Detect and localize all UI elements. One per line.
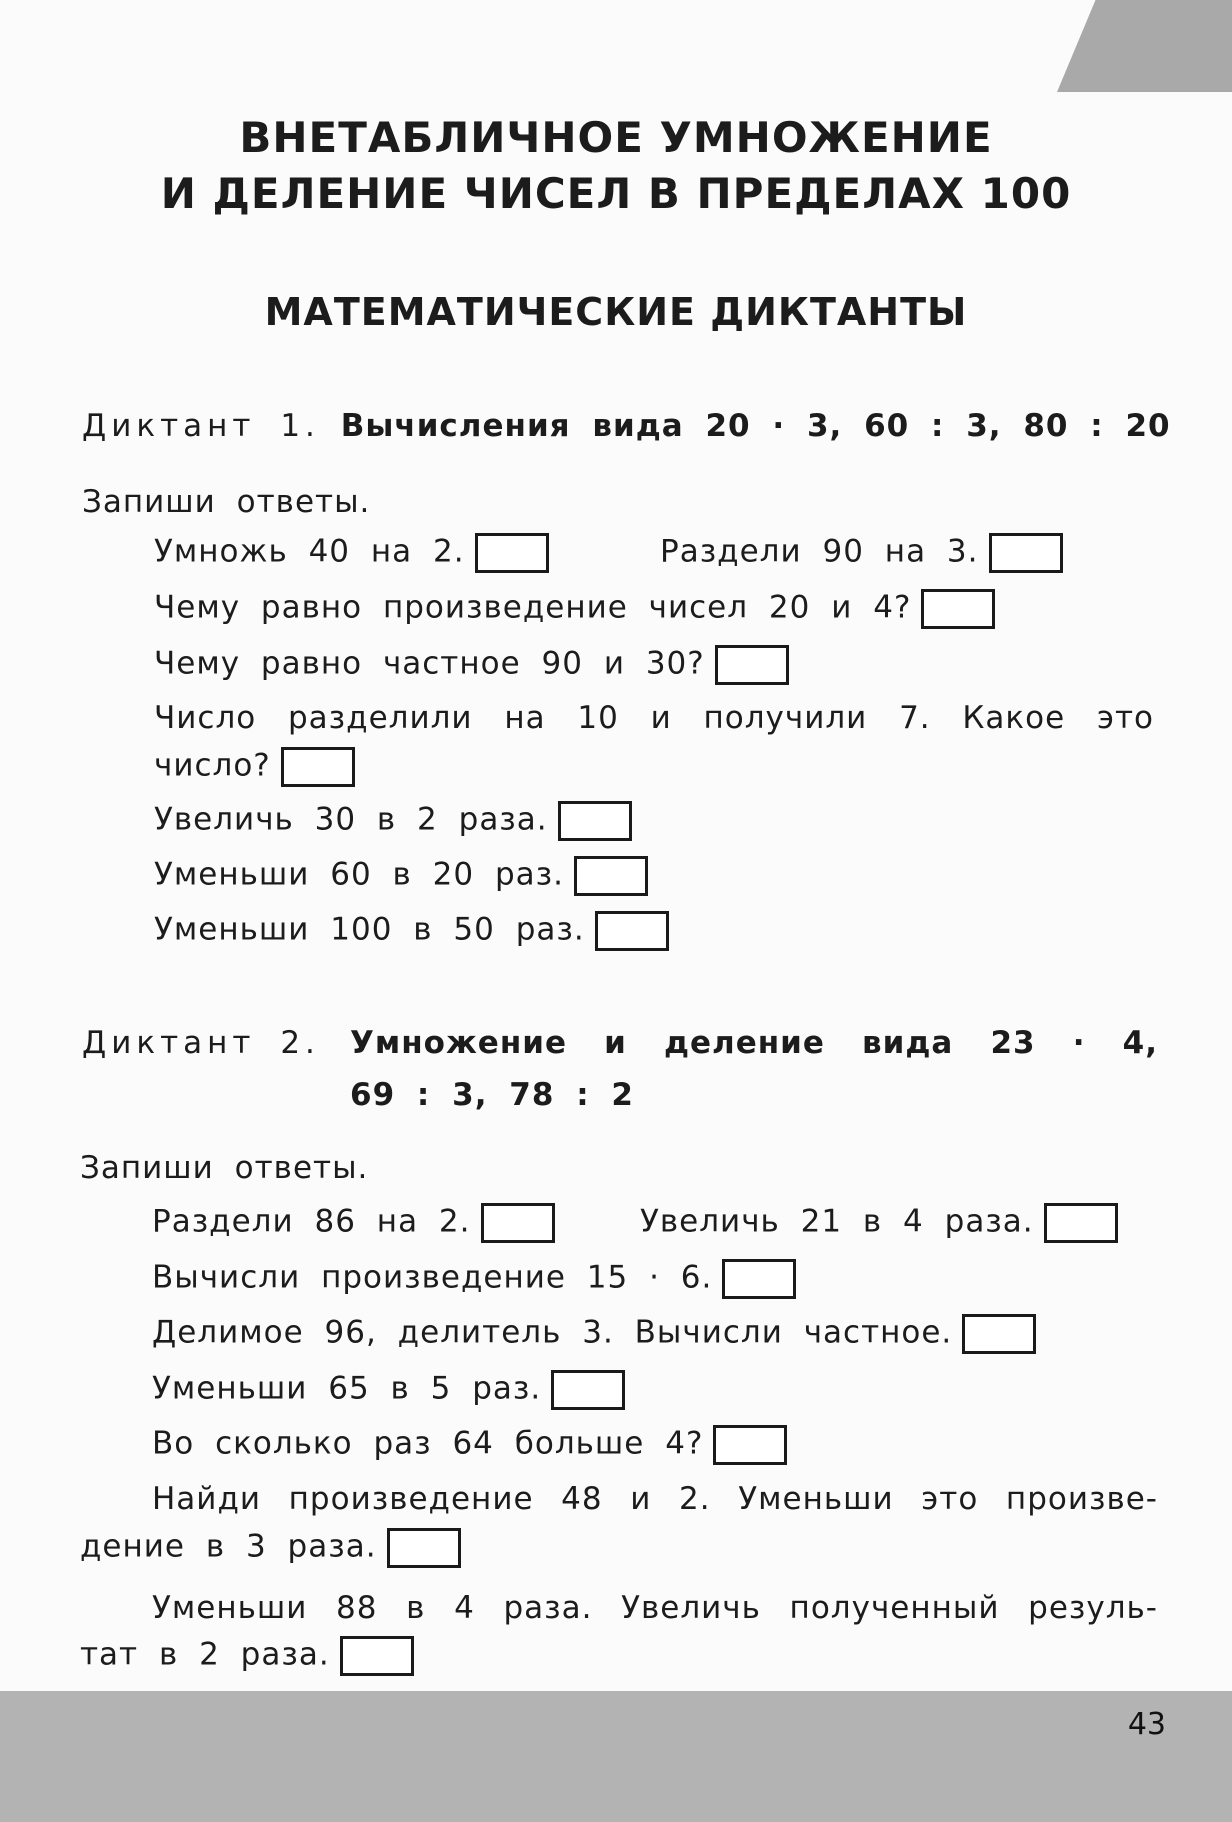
dictation-2-item-8-cont	[80, 1636, 414, 1676]
dictation-1-item-3	[154, 589, 995, 629]
answer-box[interactable]	[715, 645, 789, 685]
answer-box[interactable]	[921, 589, 995, 629]
dictation-2-item-6	[152, 1425, 787, 1465]
item-text: Чему равно частное 90 и 30?	[154, 645, 705, 682]
dictation-1-item-5	[154, 700, 1154, 736]
item-text: Увеличь 30 в 2 раза.	[154, 801, 548, 838]
title-line-1: ВНЕТАБЛИЧНОЕ УМНОЖЕНИЕ	[239, 113, 993, 162]
item-text: Найди произведение 48 и 2. Уменьши это произве-	[152, 1481, 1158, 1517]
dictation-2-item-7-cont	[80, 1528, 461, 1568]
dictation-1-item-8	[154, 911, 669, 951]
answer-box[interactable]	[962, 1314, 1036, 1354]
item-text: число?	[154, 747, 271, 784]
footer-band	[0, 1691, 1232, 1822]
answer-box[interactable]	[281, 747, 355, 787]
dictation-2-item-4	[152, 1314, 1036, 1354]
answer-box[interactable]	[574, 856, 648, 896]
answer-box[interactable]	[713, 1425, 787, 1465]
dictation-1-item-7	[154, 856, 648, 896]
answer-box[interactable]	[1044, 1203, 1118, 1243]
item-text: Уменьши 100 в 50 раз.	[154, 911, 585, 948]
dictation-1-item-1	[154, 533, 549, 573]
answer-box[interactable]	[475, 533, 549, 573]
item-text: Уменьши 60 в 20 раз.	[154, 856, 564, 893]
answer-box[interactable]	[722, 1259, 796, 1299]
dictation-2-item-7	[152, 1481, 1158, 1517]
dictation-1-item-5-cont	[154, 747, 355, 787]
item-text: дение в 3 раза.	[80, 1528, 377, 1565]
item-text: Умножь 40 на 2.	[154, 533, 465, 570]
answer-box[interactable]	[558, 801, 632, 841]
dictation-2-item-2	[640, 1203, 1118, 1243]
corner-decoration	[1057, 0, 1232, 92]
dictation-1-item-2	[660, 533, 1063, 573]
item-text: Раздели 90 на 3.	[660, 533, 979, 570]
item-text: Во сколько раз 64 больше 4?	[152, 1425, 704, 1462]
item-text: тат в 2 раза.	[80, 1636, 330, 1673]
answer-box[interactable]	[387, 1528, 461, 1568]
answer-box[interactable]	[551, 1370, 625, 1410]
item-text: Вычисли произведение 15 · 6.	[152, 1259, 713, 1296]
item-text: Чему равно произведение чисел 20 и 4?	[154, 589, 912, 626]
answer-box[interactable]	[340, 1636, 414, 1676]
dictation-1-item-4	[154, 645, 789, 685]
dictation-2-item-1	[152, 1203, 555, 1243]
item-text: Раздели 86 на 2.	[152, 1203, 471, 1240]
dictation-2-item-8	[152, 1590, 1158, 1626]
item-text: Число разделили на 10 и получили 7. Какое это	[154, 700, 1154, 736]
dictation-1-item-6	[154, 801, 632, 841]
item-text: Делимое 96, делитель 3. Вычисли частное.	[152, 1314, 953, 1351]
dictation-2-item-5	[152, 1370, 625, 1410]
dictation-2-label: Диктант 2.	[82, 1025, 320, 1061]
item-text: Уменьши 65 в 5 раз.	[152, 1370, 542, 1407]
item-text: Уменьши 88 в 4 раза. Увеличь полученный резуль-	[152, 1590, 1158, 1626]
answer-box[interactable]	[595, 911, 669, 951]
dictation-2-topic-line-2: 69 : 3, 78 : 2	[350, 1077, 634, 1113]
dictation-2-item-3	[152, 1259, 796, 1299]
page-title	[0, 110, 1232, 222]
page-number: 43	[1127, 1707, 1166, 1742]
answer-box[interactable]	[481, 1203, 555, 1243]
section-subtitle: МАТЕМАТИЧЕСКИЕ ДИКТАНТЫ	[264, 290, 968, 334]
item-text: Увеличь 21 в 4 раза.	[640, 1203, 1034, 1240]
dictation-1-heading	[82, 408, 1171, 444]
title-line-2: И ДЕЛЕНИЕ ЧИСЕЛ В ПРЕДЕЛАХ 100	[160, 169, 1072, 218]
dictation-1-instruction: Запиши ответы.	[82, 484, 371, 520]
dictation-2-instruction: Запиши ответы.	[80, 1150, 369, 1186]
dictation-2-topic-line-1: Умножение и деление вида 23 · 4,	[350, 1025, 1158, 1061]
answer-box[interactable]	[989, 533, 1063, 573]
dictation-1-topic: Вычисления вида 20 · 3, 60 : 3, 80 : 20	[340, 408, 1171, 444]
dictation-1-label: Диктант 1.	[82, 408, 320, 444]
dictation-2-heading	[82, 1025, 320, 1061]
